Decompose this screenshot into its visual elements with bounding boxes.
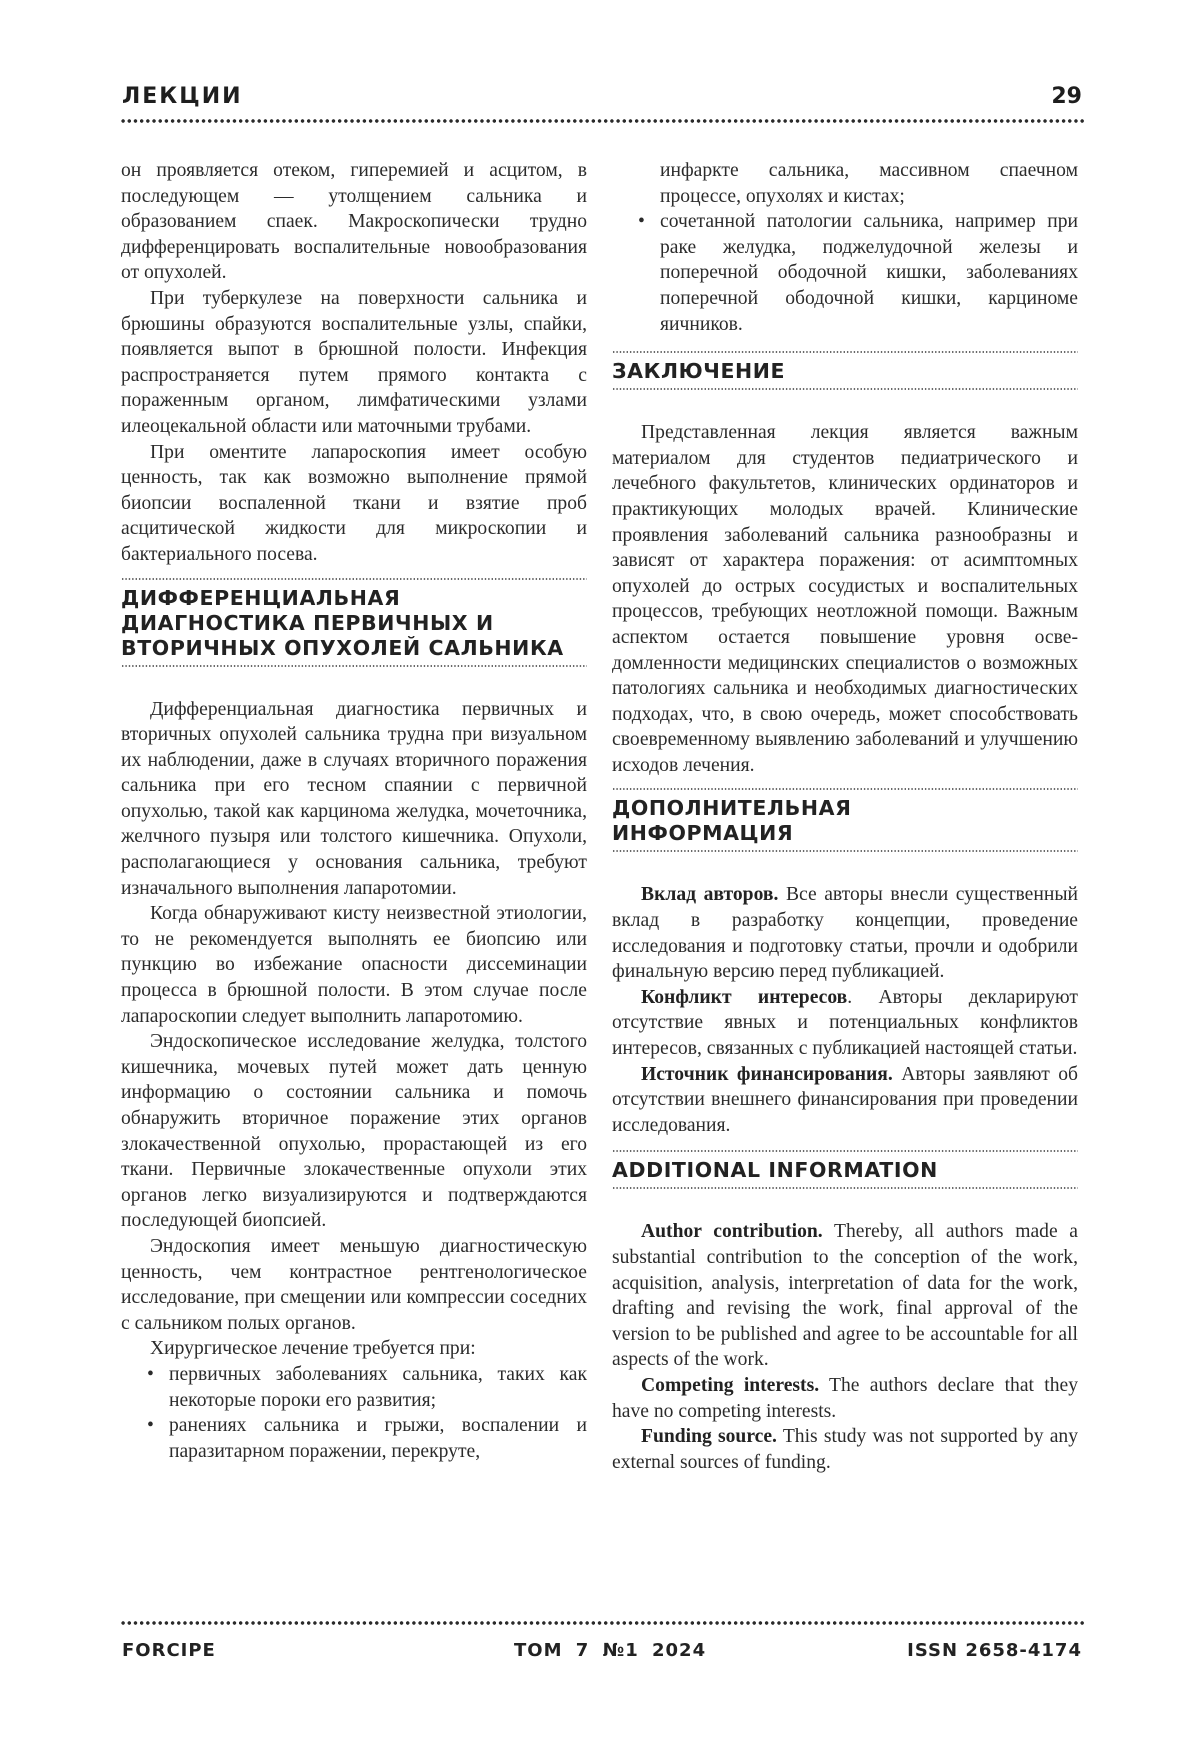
paragraph: Эндоскопия имеет меньшую диагностическую ценность, чем контрастное рентгенологическое исследование, при смещении или компрессии соседних с сальником полых органов. <box>121 1235 587 1334</box>
surgery-indications-list <box>121 1362 587 1464</box>
running-footer <box>122 1640 1082 1670</box>
bullet-icon: • <box>147 1415 154 1437</box>
paragraph: При оментите лапароскопия имеет особую ценность, так как возможно выполнение прямой биопсии воспаленной ткани и взятие проб асцитической жидкости для микроскопии и бактериального посева. <box>121 441 587 565</box>
journal-name: FORCIPE <box>122 1640 216 1661</box>
author-contribution-en: Author contribution. Thereby, all authors made a substantial contribution to the conception of the work, acquisition, analysis, interpretation of data for the work, drafting and revising the work, final approval of the version to be published and agree to be accountable for all aspects of the work. <box>612 1221 1079 1371</box>
issue-info: ТОМ 7 №1 2024 <box>514 1640 707 1661</box>
list-item-continuation: инфаркте сальника, массивном спаечном процессе, опухолях и кистах; <box>660 160 1078 207</box>
paragraph: он проявляется отеком, гиперемией и асцитом, в последующем — утолщением сальника и образованием спаек. Макроскопически трудно дифференцировать воспалительные новообразования от опухолей. <box>121 160 587 284</box>
section-heading-additional-info: ДОПОЛНИТЕЛЬНАЯ ИНФОРМАЦИЯ <box>612 796 852 846</box>
funding-source-en: Funding source. This study was not supported by any external sources of funding. <box>612 1426 1078 1473</box>
list-item: • сочетанной патологии сальника, например при раке желудка, поджелудочной железы и поперечной ободочной кишки, заболеваниях поперечной ободочной кишки, карциноме яичников. <box>638 211 1078 335</box>
right-column <box>612 158 1078 1475</box>
paragraph: Эндоскопическое исследование желудка, толстого кишечника, мочевых путей может дать ценную информацию о состоянии сальника и помочь обнаружить вторичное поражение этих органов злокачественной опухолью, прорастающей из его ткани. Первичные злокачественные опухоли этих органов легко визуализируются и подтверждаются последующей биопсией. <box>121 1031 587 1232</box>
section-heading-block <box>612 351 1078 390</box>
list-item: • первичных заболеваниях сальника, таких как некоторые пороки его развития; <box>147 1363 587 1411</box>
section-heading-block <box>612 788 1078 852</box>
section-heading-conclusion: ЗАКЛЮЧЕНИЕ <box>612 359 786 384</box>
section-heading-differential: ДИФФЕРЕНЦИАЛЬНАЯ ДИАГНОСТИКА ПЕРВИЧНЫХ И ВТОРИЧНЫХ ОПУХОЛЕЙ САЛЬНИКА <box>121 585 564 660</box>
section-heading-block <box>121 578 587 667</box>
page-number: 29 <box>1051 84 1082 109</box>
paragraph: Когда обнаруживают кисту неизвестной этиологии, то не рекомендуется выполнять ее биопсию или пункцию во избежание опасности диссеминации процесса в брюшной полости. В этом случае после лапароскопии следует выполнить лапаротомию. <box>121 903 587 1027</box>
list-item: • ранениях сальника и грыжи, воспалении и паразитарном поражении, перекруте, <box>147 1415 587 1462</box>
left-column <box>121 158 587 1464</box>
paragraph: При туберкулезе на поверхности сальника и брюшины образуются воспалительные узлы, спайки, появляется выпот в брюшной полости. Инфекция распространяется путем прямого контакта с пораженным органом, лимфатическими узлами илеоцекальной области или маточными трубами. <box>121 287 587 437</box>
bullet-icon: • <box>147 1363 154 1385</box>
surgery-indications-list-continued <box>612 158 1078 337</box>
running-header <box>122 84 1082 114</box>
issn: ISSN 2658-4174 <box>907 1640 1082 1661</box>
competing-interests-en: Competing interests. The authors declare that they have no competing interests. <box>612 1374 1078 1422</box>
funding-source-ru: Источник финансирования. Авторы заявляют об отсутствии внешнего финансирования при проведении исследования. <box>612 1063 1078 1136</box>
author-contribution-ru: Вклад авторов. Все авторы внесли существенный вклад в разработку концепции, проведение исследования и подготовку статьи, прочли и одобрили финальную версию перед публикацией. <box>612 884 1078 983</box>
conclusion-paragraph: Представленная лекция является важным материалом для студентов педиатрического и лечебного факультетов, клинических ординаторов и практикующих молодых врачей. Клинические проявления заболеваний сальника разнообразны и зависят от характера поражения: от асимптомных опухолей до острых сосудистых и воспалительных процессов, требующих неотложной помощи. Важным аспектом остается повышение уровня осведомленности медицинских специалистов о возможных патологиях сальника и необходимых диагностических подходах, что, в свою очередь, может способствовать своевременному выявлению заболеваний и улучшению исходов лечения. <box>612 422 1078 776</box>
section-heading-block <box>612 1150 1078 1189</box>
competing-interests-ru: Конфликт интересов. Авторы декларируют отсутствие явных и потенциальных конфликтов интересов, связанных с публикацией настоящей статьи. <box>612 986 1078 1060</box>
paragraph: Дифференциальная диагностика первичных и вторичных опухолей сальника трудна при визуальном их наблюдении, даже в случаях вторичного поражения сальника при его тесном спаянии с первичной опухолью, такой как карцинома желудка, мочеточника, желчного пузыря или толстого кишечника. Опухоли, располагающиеся у основания сальника, требуют изначального выполнения лапаротомии. <box>121 698 587 899</box>
footer-divider <box>120 1621 1084 1625</box>
bullet-icon: • <box>638 211 645 233</box>
section-title: ЛЕКЦИИ <box>122 84 243 109</box>
paragraph: Хирургическое лечение требуется при: <box>150 1338 476 1360</box>
header-divider <box>120 119 1084 123</box>
section-heading-additional-info-en: ADDITIONAL INFORMATION <box>612 1158 938 1183</box>
